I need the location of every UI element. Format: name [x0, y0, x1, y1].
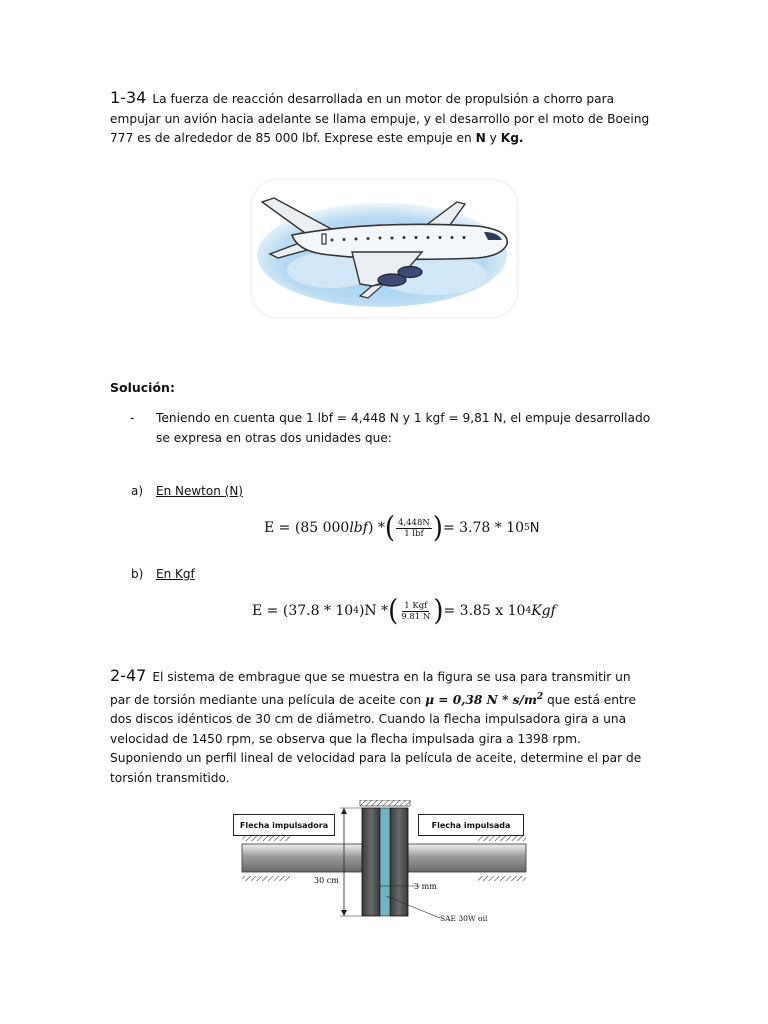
eq1-result-unit: N — [529, 520, 540, 536]
unit-kilogram: Kg. — [500, 131, 524, 145]
bullet-text: Teniendo en cuenta que — [156, 411, 306, 425]
problem-text-line: torsión transmitido. — [110, 770, 230, 785]
eq2-unit: Kgf — [531, 603, 556, 619]
problem-text-line: velocidad de 1450 rpm, se observa que la flecha impulsada gira a 1398 rpm. — [110, 731, 581, 746]
conjunction: y — [485, 131, 501, 145]
unit-newton: N — [475, 131, 486, 145]
solution-heading: Solución: — [110, 380, 175, 395]
left-paren: ( — [384, 511, 396, 545]
left-paren: ( — [388, 594, 399, 628]
gap-label: 3 mm — [414, 882, 437, 891]
equation-kgf — [252, 594, 556, 628]
eq2-mid: )N * — [358, 603, 389, 619]
airplane-image — [252, 180, 517, 317]
item-b-label: b) — [131, 567, 144, 581]
problem-text-line: empujar un avión hacia adelante se llama empuje, y el desarrollo por el moto de Boeing — [110, 111, 650, 126]
fraction-denominator: 1 lbf — [404, 528, 424, 539]
driving-shaft-label: Flecha impulsadora — [233, 814, 335, 836]
item-b-title: En Kgf — [156, 567, 195, 581]
problem-text-line: 777 es de alrededor de 85 000 lbf. Exprese este empuje en — [110, 131, 476, 145]
diameter-label: 30 cm — [314, 876, 339, 885]
problem-2-47-text — [110, 666, 658, 788]
item-a-label: a) — [131, 484, 144, 498]
bullet-dash: - — [130, 411, 135, 425]
problem-text-line: Suponiendo un perfil lineal de velocidad para la película de aceite, determine el par de — [110, 751, 642, 766]
conversion-kgf: 1 kgf = 9,81 N — [413, 411, 503, 425]
eq2-exponent: 4 — [353, 606, 359, 616]
conversion-lbf: 1 lbf = 4,448 N — [305, 411, 399, 425]
driven-shaft-label: Flecha impulsada — [418, 814, 524, 836]
eq1-rhs: = 3.78 * 10 — [442, 520, 525, 536]
problem-text-line: par de torsión mediante una película de aceite con — [110, 692, 426, 707]
eq2-rhs: = 3.85 x 10 — [443, 603, 526, 619]
problem-text-line: El sistema de embrague que se muestra en la figura se usa para transmitir un — [152, 670, 631, 684]
fraction-denominator: 9.81 N — [401, 611, 431, 622]
problem-number: 1-34 — [110, 88, 147, 107]
fraction-numerator: 1 Kgf — [404, 600, 428, 611]
right-paren: ) — [432, 511, 443, 545]
airplane-illustration — [252, 180, 517, 317]
conjunction: y — [398, 411, 414, 425]
eq2-fraction — [399, 601, 432, 622]
bullet-text-line2: se expresa en otras dos unidades que: — [156, 431, 392, 445]
problem-text-line: que está entre — [543, 692, 637, 707]
eq1-fraction — [396, 518, 432, 539]
fraction-numerator: 4,448N — [398, 517, 430, 528]
clutch-diagram — [230, 800, 536, 928]
eq2-lhs: E = (37.8 * 10 — [252, 603, 354, 619]
problem-1-34-text — [110, 88, 658, 149]
eq1-unit: lbf — [349, 520, 368, 536]
eq1-lhs: E = (85 000 — [264, 520, 350, 536]
problem-text-line: dos discos idénticos de 30 cm de diámetro. Cuando la flecha impulsadora gira a una — [110, 712, 627, 727]
oil-label: SAE 30W oil — [440, 914, 488, 923]
viscosity-value: μ = 0,38 N * $s/m^2$ — [425, 691, 544, 707]
problem-number: 2-47 — [110, 666, 147, 685]
problem-text-line: La fuerza de reacción desarrollada en un motor de propulsión a chorro para — [152, 92, 615, 106]
eq1-mid: ) * — [367, 520, 385, 536]
right-paren: ) — [433, 594, 444, 628]
equation-newton — [264, 511, 540, 545]
eq1-exponent: 5 — [524, 523, 530, 533]
eq2-exponent: 4 — [525, 606, 532, 616]
item-a-title: En Newton (N) — [156, 484, 243, 498]
bullet-text: , el empuje desarrollado — [502, 411, 651, 425]
